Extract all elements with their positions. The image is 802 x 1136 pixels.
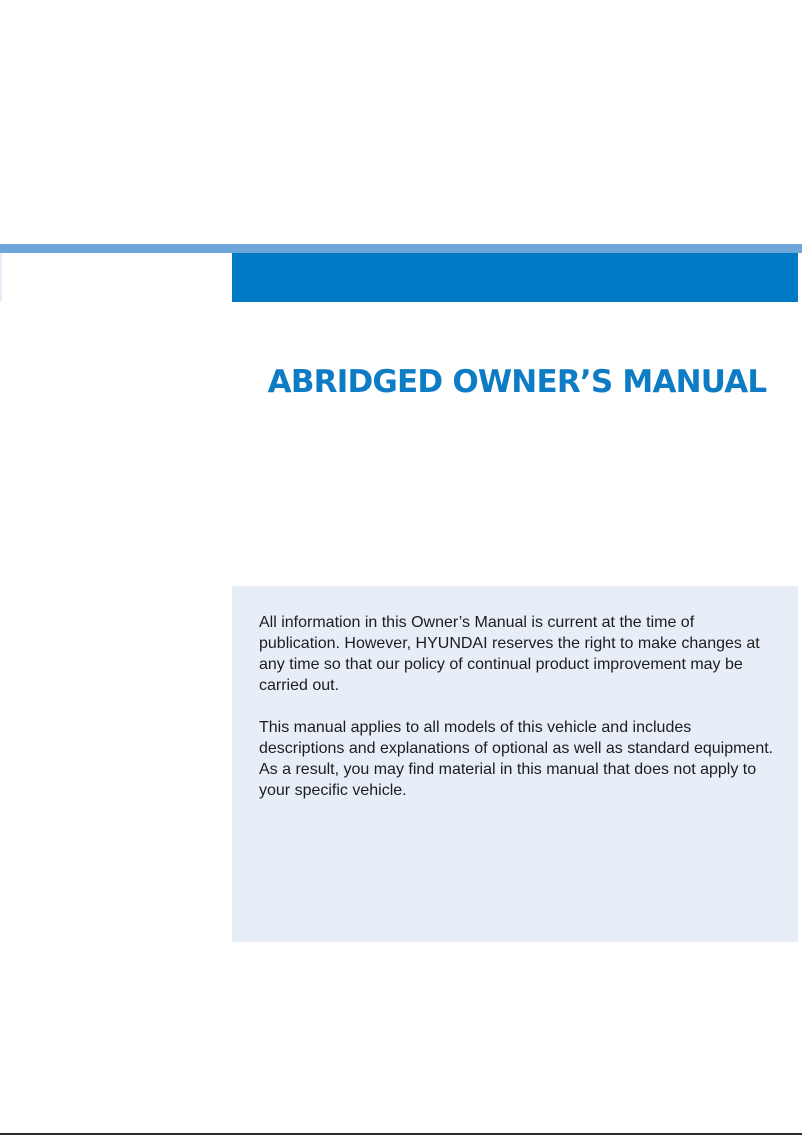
bottom-border-line	[0, 1133, 802, 1135]
notice-paragraph-3: As a result, you may find material in this manual that does not apply to your specific vehicle.	[259, 761, 757, 799]
notice-paragraph-2: This manual applies to all models of this vehicle and includes descriptions and explanations of optional as well as standard equipment.	[259, 719, 774, 757]
notice-paragraph-1: All information in this Owner’s Manual is current at the time of publication. However, HYUNDAI reserves the right to make changes at any time so that our policy of continual product improvement may be carried out.	[259, 614, 760, 694]
header-color-bar	[232, 253, 798, 302]
left-edge-marker	[0, 253, 2, 301]
top-accent-stripe	[0, 244, 802, 253]
notice-box	[232, 586, 798, 942]
page-title: ABRIDGED OWNER’S MANUAL	[267, 364, 767, 400]
